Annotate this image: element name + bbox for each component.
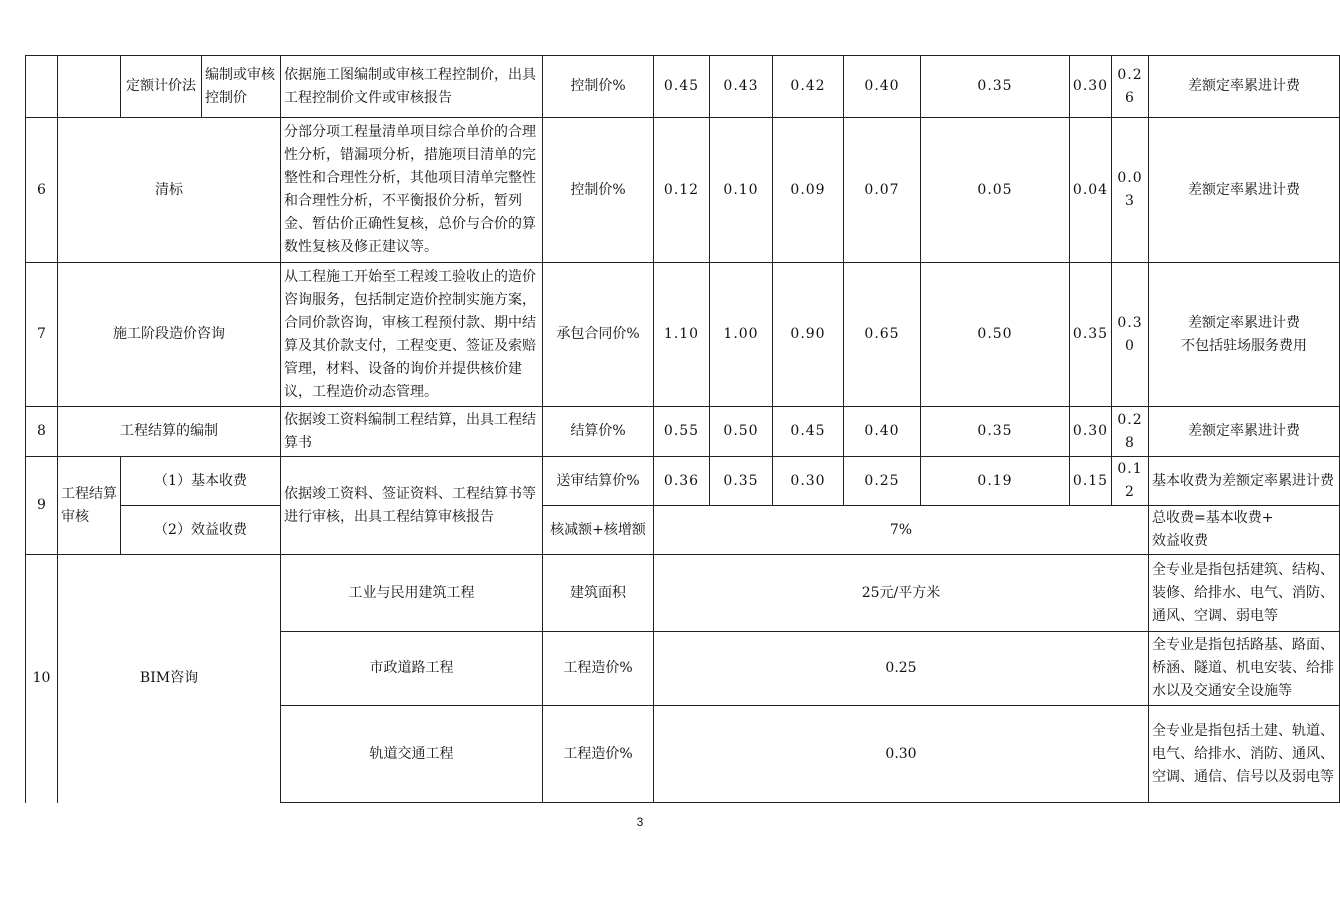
rate-cell: 1.10	[654, 263, 710, 407]
sub-item-cell: （1）基本收费	[121, 457, 281, 506]
rate-cell: 0.35	[921, 56, 1070, 118]
note-line: 不包括驻场服务费用	[1181, 337, 1307, 354]
rate-cell: 0.04	[1070, 118, 1112, 263]
content-cell: 分部分项工程量清单项目综合单价的合理性分析，错漏项分析，措施项目清单的完整性和合理性分析，其他项目清单完整性和合理性分析，不平衡报价分析，暂列金、暂估价正确性复核，总价与合价的算数性复核及修正建议等。	[281, 118, 543, 263]
basis-cell: 控制价%	[543, 56, 654, 118]
content-cell: 市政道路工程	[281, 632, 543, 706]
rate-cell: 1.00	[710, 263, 773, 407]
rate-cell: 0.90	[773, 263, 844, 407]
row-number-cell: 9	[26, 457, 58, 555]
rate-cell: 0.42	[773, 56, 844, 118]
table-row	[26, 118, 1340, 263]
rate-cell: 7%	[654, 506, 1149, 555]
rate-cell: 0.45	[773, 407, 844, 457]
row-number-cell	[26, 56, 58, 118]
note-line: 总收费=基本收费+	[1152, 510, 1274, 526]
rate-cell: 0.36	[654, 457, 710, 506]
rate-cell: 0.12	[1112, 457, 1149, 506]
item-cell: 工程结算审核	[58, 457, 121, 555]
table-row	[26, 506, 1340, 555]
rate-cell: 0.15	[1070, 457, 1112, 506]
rate-cell: 0.07	[844, 118, 921, 263]
rate-cell: 0.35	[1070, 263, 1112, 407]
rate-cell: 0.03	[1112, 118, 1149, 263]
note-cell	[1149, 263, 1340, 407]
content-cell: 依据竣工资料、签证资料、工程结算书等进行审核，出具工程结算审核报告	[281, 457, 543, 555]
note-cell	[1149, 506, 1340, 555]
rate-cell: 0.30	[654, 706, 1149, 803]
note-cell: 全专业是指包括路基、路面、桥涵、隧道、机电安装、给排水以及交通安全设施等	[1149, 632, 1340, 706]
item-cell: 清标	[58, 118, 281, 263]
table-row	[26, 56, 1340, 118]
table-row	[26, 457, 1340, 506]
content-cell: 从工程施工开始至工程竣工验收止的造价咨询服务，包括制定造价控制实施方案，合同价款咨询，审核工程预付款、期中结算及其价款支付，工程变更、签证及索赔管理，材料、设备的询价并提供核价建议，工程造价动态管理。	[281, 263, 543, 407]
note-cell: 差额定率累进计费	[1149, 56, 1340, 118]
content-cell: 依据竣工资料编制工程结算，出具工程结算书	[281, 407, 543, 457]
method-cell: 定额计价法	[121, 56, 202, 118]
rate-cell: 0.50	[921, 263, 1070, 407]
rate-cell: 0.26	[1112, 56, 1149, 118]
rate-cell: 0.30	[1112, 263, 1149, 407]
basis-cell: 工程造价%	[543, 632, 654, 706]
basis-cell: 建筑面积	[543, 555, 654, 632]
note-cell: 基本收费为差额定率累进计费	[1149, 457, 1340, 506]
note-line: 效益收费	[1152, 533, 1208, 549]
rate-cell: 0.10	[710, 118, 773, 263]
rate-cell: 0.30	[1070, 56, 1112, 118]
rate-cell: 0.30	[1070, 407, 1112, 457]
page-number: 3	[636, 815, 644, 829]
rate-cell: 0.19	[921, 457, 1070, 506]
rate-cell: 0.35	[921, 407, 1070, 457]
content-cell: 依据施工图编制或审核工程控制价，出具工程控制价文件或审核报告	[281, 56, 543, 118]
basis-cell: 工程造价%	[543, 706, 654, 803]
row-number-cell: 7	[26, 263, 58, 407]
note-cell: 全专业是指包括土建、轨道、电气、给排水、消防、通风、空调、通信、信号以及弱电等	[1149, 706, 1340, 803]
item-cell: 施工阶段造价咨询	[58, 263, 281, 407]
basis-cell: 送审结算价%	[543, 457, 654, 506]
sub-item-cell: 编制或审核控制价	[202, 56, 281, 118]
content-cell: 工业与民用建筑工程	[281, 555, 543, 632]
rate-cell: 0.12	[654, 118, 710, 263]
table-row	[26, 555, 1340, 632]
fee-schedule-table	[25, 55, 1340, 803]
rate-cell: 0.40	[844, 56, 921, 118]
rate-cell: 25元/平方米	[654, 555, 1149, 632]
note-cell: 差额定率累进计费	[1149, 118, 1340, 263]
note-cell: 差额定率累进计费	[1149, 407, 1340, 457]
rate-cell: 0.28	[1112, 407, 1149, 457]
basis-cell: 结算价%	[543, 407, 654, 457]
rate-cell: 0.25	[844, 457, 921, 506]
rate-cell: 0.45	[654, 56, 710, 118]
rate-cell: 0.05	[921, 118, 1070, 263]
note-line: 差额定率累进计费	[1188, 314, 1300, 331]
rate-cell: 0.30	[773, 457, 844, 506]
rate-cell: 0.43	[710, 56, 773, 118]
rate-cell: 0.25	[654, 632, 1149, 706]
rate-cell: 0.50	[710, 407, 773, 457]
table-row	[26, 407, 1340, 457]
rate-cell: 0.40	[844, 407, 921, 457]
note-cell: 全专业是指包括建筑、结构、装修、给排水、电气、消防、通风、空调、弱电等	[1149, 555, 1340, 632]
rate-cell: 0.65	[844, 263, 921, 407]
item-cell: 工程结算的编制	[58, 407, 281, 457]
basis-cell: 承包合同价%	[543, 263, 654, 407]
basis-cell: 控制价%	[543, 118, 654, 263]
row-number-cell: 6	[26, 118, 58, 263]
item-cell	[58, 56, 121, 118]
row-number-cell: 10	[26, 555, 58, 803]
content-cell: 轨道交通工程	[281, 706, 543, 803]
row-number-cell: 8	[26, 407, 58, 457]
table-row	[26, 263, 1340, 407]
rate-cell: 0.55	[654, 407, 710, 457]
basis-cell: 核减额+核增额	[543, 506, 654, 555]
sub-item-cell: （2）效益收费	[121, 506, 281, 555]
rate-cell: 0.09	[773, 118, 844, 263]
item-cell: BIM咨询	[58, 555, 281, 803]
rate-cell: 0.35	[710, 457, 773, 506]
